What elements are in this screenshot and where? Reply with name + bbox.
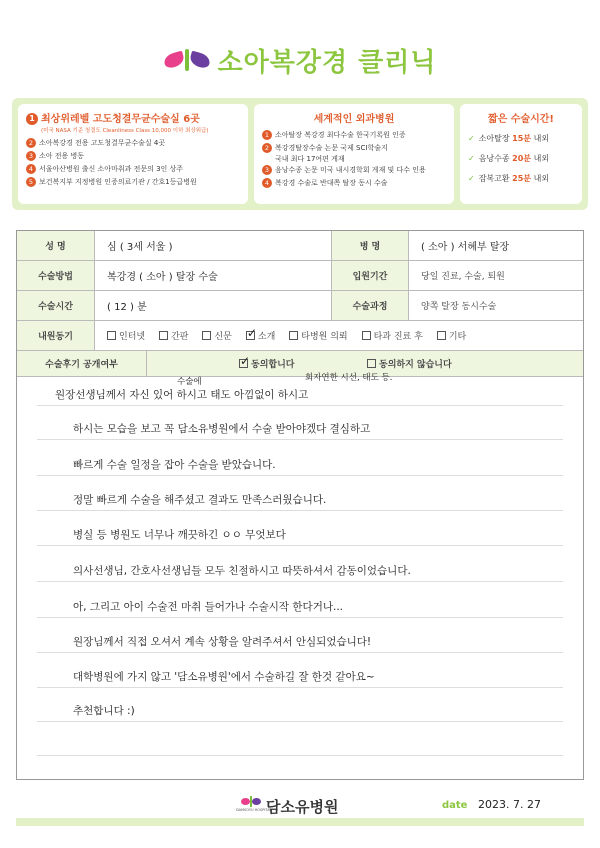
facility-item: 5 보건복지부 지정병원 인증의료기관 / 간호1등급병원 — [26, 176, 240, 189]
form-row-motive — [17, 321, 583, 351]
method-label: 수술방법 — [17, 261, 95, 290]
motive-option[interactable]: 기타 — [437, 329, 466, 342]
period-label: 입원기간 — [331, 261, 409, 290]
motive-label: 내원동기 — [17, 321, 95, 350]
time-value: ( 12 ) 분 — [107, 302, 147, 313]
checkbox-icon — [367, 359, 376, 368]
motive-option[interactable]: 타병원 의뢰 — [289, 329, 347, 342]
surgery-item: 1 소아탈장 복강경 최다수술 한국기록원 인증 — [262, 129, 446, 142]
checkbox-icon — [289, 331, 298, 340]
checkbox-icon — [202, 331, 211, 340]
name-label: 성 명 — [17, 231, 95, 260]
form-row-time — [17, 291, 583, 321]
butterfly-logo-icon — [164, 49, 210, 71]
checkbox-checked-icon — [239, 359, 248, 368]
motive-option[interactable]: 간판 — [159, 329, 188, 342]
process-value: 양쪽 탈장 동시수술 — [421, 302, 497, 312]
method-value: 복강경 ( 소아 ) 탈장 수술 — [107, 272, 218, 283]
surgery-title: 세계적인 외과병원 — [313, 114, 395, 125]
agree-option[interactable]: ✓ 동의합니다 — [239, 351, 359, 376]
form-row-disclose — [17, 351, 583, 377]
motive-option[interactable]: 인터넷 — [107, 329, 145, 342]
review-annotation: 회자연한 시선, 태도 등. — [305, 373, 393, 383]
time-item: ✓ 소아탈장 15분 내외 — [468, 134, 550, 143]
hospital-logo-icon: DAMSOYU HOSPITAL — [240, 795, 262, 817]
review-annotation: 수술에 — [177, 377, 202, 387]
info-panel — [12, 98, 588, 210]
checkbox-icon — [437, 331, 446, 340]
disclose-label: 수술후기 공개여부 — [17, 351, 147, 376]
facility-item: 4 서울아산병원 출신 소아마취과 전문의 3인 상주 — [26, 163, 240, 176]
form-row-name — [17, 231, 583, 261]
review-line: 추천합니다 :) — [73, 705, 135, 717]
footer-band — [16, 818, 584, 826]
hospital-name: 담소유병원 — [266, 797, 339, 816]
surgery-column — [254, 104, 454, 204]
review-line: 대학병원에 가지 않고 '담소유병원'에서 수술하길 잘 한것 같아요~ — [73, 671, 375, 683]
process-label: 수술과정 — [331, 291, 409, 320]
review-line: 원장선생님께서 자신 있어 하시고 태도 아낌없이 하시고 — [55, 389, 309, 401]
check-icon: ✓ — [468, 174, 475, 183]
facility-title: 1 최상위레벨 고도청결무균수술실 6곳 — [26, 110, 240, 125]
page-title: 소아복강경 클리닉 — [217, 47, 437, 78]
review-line: 병실 등 병원도 너무나 깨끗하긴 ㅇㅇ 무엇보다 — [73, 529, 286, 541]
name-value: 심 ( 3세 서울 ) — [107, 242, 173, 253]
review-body — [17, 373, 583, 781]
checkbox-icon — [362, 331, 371, 340]
checkbox-icon — [159, 331, 168, 340]
header — [0, 40, 600, 80]
review-line: 의사선생님, 간호사선생님들 모두 친절하시고 따뜻하셔서 감동이었습니다. — [73, 565, 411, 577]
motive-option[interactable]: ✓ 소개 — [246, 329, 275, 342]
disease-value: ( 소아 ) 서혜부 탈장 — [421, 242, 510, 253]
check-icon: ✓ — [468, 154, 475, 163]
time-item: ✓ 음낭수종 20분 내외 — [468, 154, 550, 163]
surgery-item: 3 음낭수종 논문 미국 내시경학회 게재 및 다수 인용 — [262, 164, 446, 177]
period-value: 당일 진료, 수술, 퇴원 — [421, 272, 505, 282]
motive-option[interactable]: 타과 진료 후 — [362, 329, 423, 342]
review-form — [16, 230, 584, 780]
disease-label: 병 명 — [331, 231, 409, 260]
time-column — [460, 104, 582, 204]
facility-item: 2 소아복강경 전용 고도청결무균수술실 4곳 — [26, 137, 240, 150]
review-line: 원장님께서 직접 오셔서 계속 상황을 알려주셔서 안심되었습니다! — [73, 636, 372, 648]
time-label: 수술시간 — [17, 291, 95, 320]
form-row-method — [17, 261, 583, 291]
review-line: 하시는 모습을 보고 꼭 담소유병원에서 수술 받아야겠다 결심하고 — [73, 423, 371, 435]
review-line: 아, 그리고 아이 수술전 마취 들어가나 수술시작 한다거나... — [73, 601, 344, 613]
surgery-item: 2 복강경탈장수술 논문 국제 SCI학술지 국내 최다 17여편 게재 — [262, 142, 446, 164]
checkbox-icon — [107, 331, 116, 340]
surgery-item: 4 복강경 수술로 반대쪽 탈장 동시 수술 — [262, 177, 446, 190]
motive-option[interactable]: 신문 — [202, 329, 231, 342]
checkbox-checked-icon — [246, 331, 255, 340]
date-label: date — [442, 800, 468, 811]
facility-note: (미국 NASA 기준 청결도 Cleanliness Class 10,000 이하 최상위급) — [41, 128, 209, 134]
time-item: ✓ 잠복고환 25분 내외 — [468, 174, 550, 183]
review-line: 빠르게 수술 일정을 잡아 수술을 받았습니다. — [73, 459, 276, 471]
motive-options — [95, 321, 585, 350]
time-title: 짧은 수술시간! — [487, 114, 554, 125]
disagree-option[interactable]: 동의하지 않습니다 — [367, 351, 517, 376]
date-value: 2023. 7. 27 — [478, 798, 541, 811]
footer-logo — [236, 795, 339, 817]
check-icon: ✓ — [468, 134, 475, 143]
facility-column — [18, 104, 248, 204]
facility-item: 3 소아 전용 병동 — [26, 150, 240, 163]
review-line: 정말 빠르게 수술을 해주셨고 결과도 만족스러웠습니다. — [73, 494, 327, 506]
